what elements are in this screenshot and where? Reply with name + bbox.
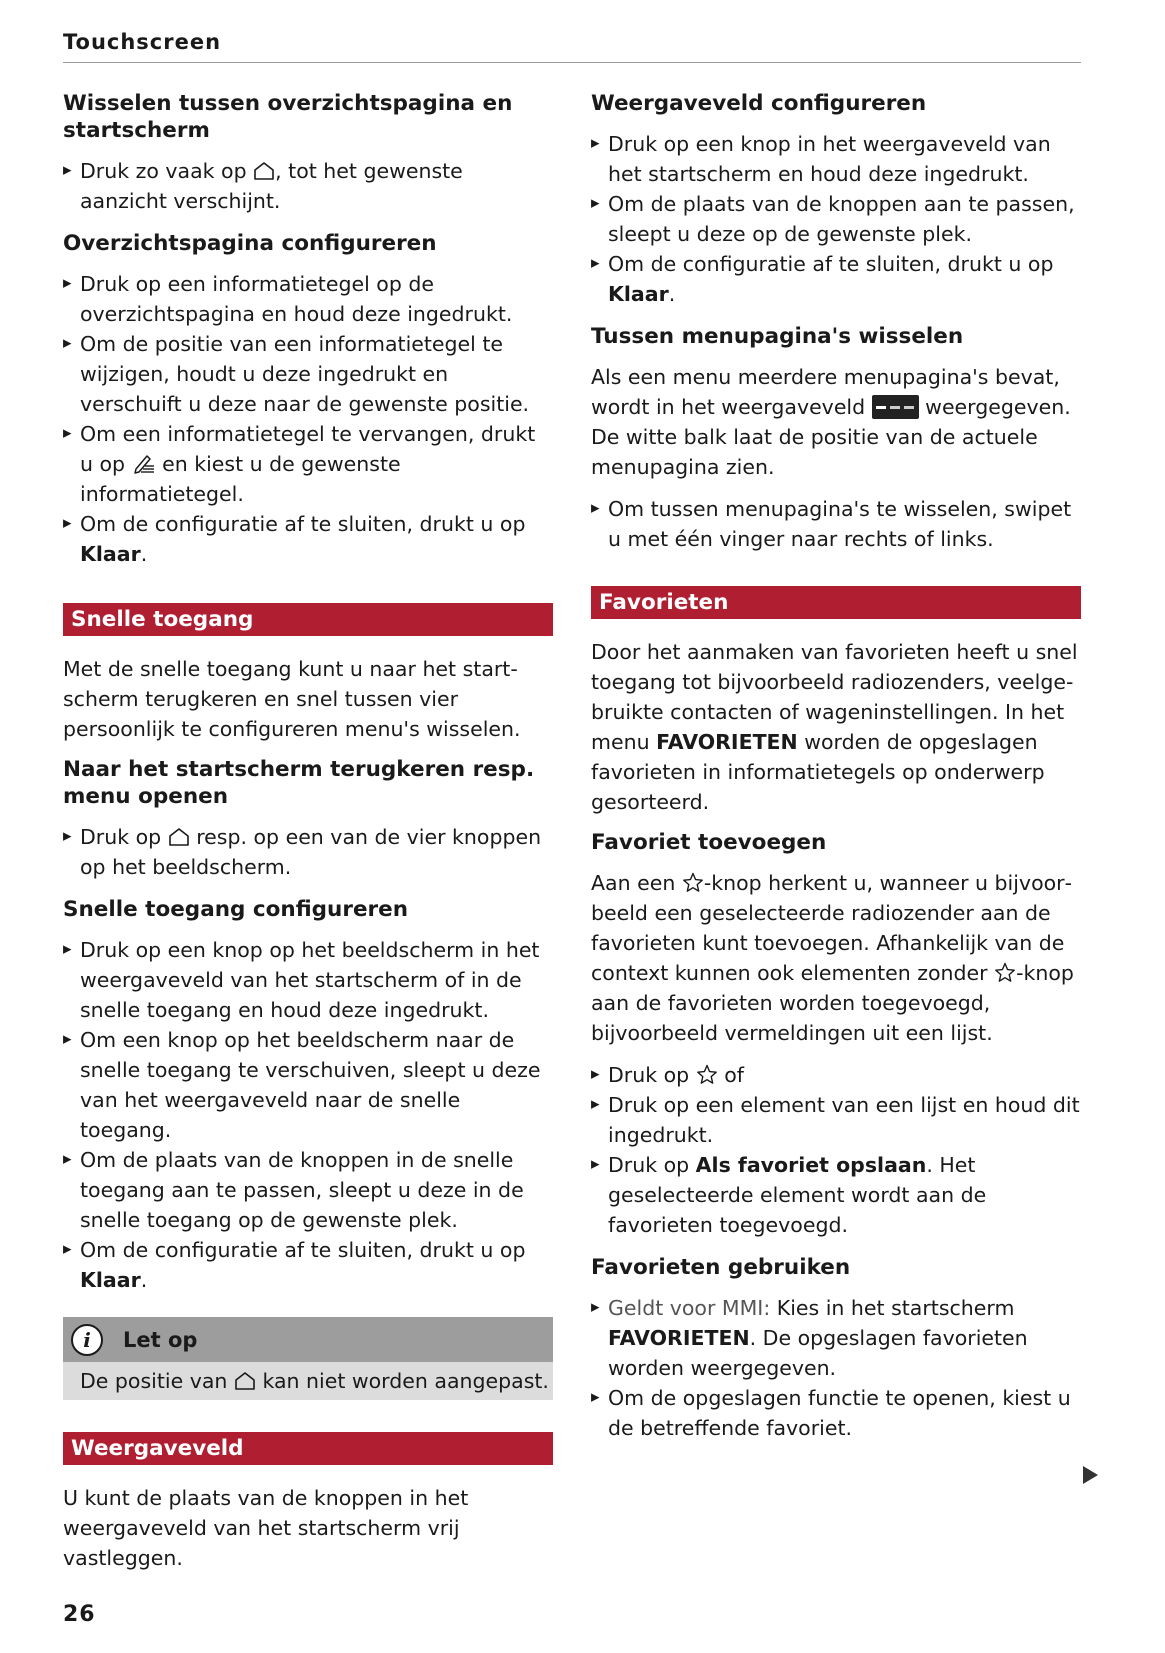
- list-item: ▸ Druk op een knop op het beeldscherm in het weergaveveld van het startscherm of in de snelle toegang en houd deze ingedrukt.: [63, 935, 553, 1025]
- heading-overview-config: Overzichtspagina configureren: [63, 231, 437, 256]
- list-item: ▸ Om tussen menupagina's te wisselen, swipet u met één vinger naar rechts of links.: [591, 494, 1081, 554]
- list-switch-overview: [63, 156, 553, 216]
- section-banner-favorites: Favorieten: [591, 586, 1081, 619]
- section-banner-quick-access: Snelle toegang: [63, 603, 553, 636]
- right-column: [591, 90, 1081, 1457]
- header-rule: [63, 62, 1081, 63]
- heading-return-home: Naar het startscherm terugkeren resp. menu openen: [63, 757, 535, 809]
- star-icon: [696, 1064, 718, 1085]
- list-item: ▸ Druk op resp. op een van de vier knoppen op het beeldscherm.: [63, 822, 553, 882]
- list-use-favorites: [591, 1293, 1081, 1443]
- list-return-home: [63, 822, 553, 882]
- star-icon: [994, 962, 1016, 983]
- list-add-favorite: [591, 1060, 1081, 1240]
- list-item: ▸ Om de positie van een informatietegel te wijzigen, houdt u deze ingedrukt en verschuift u deze naar de gewenste positie.: [63, 329, 553, 419]
- left-column: [63, 90, 553, 1585]
- section-banner-display-field: Weergaveveld: [63, 1432, 553, 1465]
- next-page-arrow-icon: [1083, 1466, 1098, 1484]
- list-item: ▸ Om een knop op het beeldscherm naar de snelle toegang te verschuiven, sleept u deze van het weergaveveld naar de snelle toegang.: [63, 1025, 553, 1145]
- heading-menu-pages: Tussen menupagina's wisselen: [591, 324, 964, 349]
- heading-display-config: Weergaveveld configureren: [591, 91, 927, 116]
- heading-switch-overview: Wisselen tussen overzichtspagina en startscherm: [63, 91, 513, 143]
- home-icon: [234, 1371, 256, 1391]
- paragraph-menu-pages: Als een menu meerdere menupagina's bevat, wordt in het weergaveveld weergegeven. De witte balk laat de positie van de actuele menupagina zien.: [591, 365, 1071, 479]
- paragraph-display-field: U kunt de plaats van de knoppen in het weergaveveld van het startscherm vrij vastleggen.: [63, 1486, 469, 1570]
- star-icon: [682, 872, 704, 893]
- paragraph-favorites: Door het aanmaken van favorieten heeft u snel toegang tot bijvoorbeeld radiozenders, veelgebruikte contacten of wageninstellingen. In het menu FAVORIETEN worden de opgeslagen favorieten in informatietegels op onderwerp gesorteerd.: [591, 640, 1078, 814]
- list-item: ▸ Om de plaats van de knoppen aan te passen, sleept u deze op de gewenste plek.: [591, 189, 1081, 249]
- paragraph-quick-access: Met de snelle toegang kunt u naar het startscherm terugkeren en snel tussen vier persoonlijk te configureren menu's wisselen.: [63, 657, 521, 741]
- note-box: [63, 1317, 553, 1400]
- list-overview-config: [63, 269, 553, 569]
- list-item: ▸ Om de opgeslagen functie te openen, kiest u de betreffende favoriet.: [591, 1383, 1081, 1443]
- list-display-config: [591, 129, 1081, 309]
- note-text: De positie van kan niet worden aangepast.: [63, 1362, 553, 1400]
- running-header: Touchscreen: [63, 30, 222, 54]
- heading-quick-access-config: Snelle toegang configureren: [63, 897, 409, 922]
- list-item: ▸ Om de configuratie af te sluiten, drukt u op Klaar.: [591, 249, 1081, 309]
- note-header: [63, 1317, 553, 1362]
- list-item: ▸ Druk zo vaak op , tot het gewenste aanzicht verschijnt.: [63, 156, 553, 216]
- list-item: ▸ Druk op een element van een lijst en houd dit ingedrukt.: [591, 1090, 1081, 1150]
- pencil-list-icon: [132, 452, 156, 474]
- list-item: ▸ Om de configuratie af te sluiten, drukt u op Klaar.: [63, 1235, 553, 1295]
- menu-page-indicator-icon: [872, 395, 919, 419]
- home-icon: [168, 827, 190, 847]
- list-item: ▸ Druk op of: [591, 1060, 1081, 1090]
- list-menu-pages: [591, 494, 1081, 554]
- list-item: ▸ Druk op Als favoriet opslaan. Het geselecteerde element wordt aan de favorieten toegevoegd.: [591, 1150, 1081, 1240]
- list-quick-access-config: [63, 935, 553, 1295]
- heading-use-favorites: Favorieten gebruiken: [591, 1255, 851, 1280]
- list-item: ▸ Om de plaats van de knoppen in de snelle toegang aan te passen, sleept u deze in de snelle toegang op de gewenste plek.: [63, 1145, 553, 1235]
- list-item: ▸ Geldt voor MMI: Kies in het startscherm FAVORIETEN. De opgeslagen favorieten worden weergegeven.: [591, 1293, 1081, 1383]
- home-icon: [253, 161, 275, 181]
- note-title: Let op: [123, 1327, 198, 1352]
- info-icon: i: [71, 1324, 103, 1356]
- list-item: ▸ Om een informatietegel te vervangen, drukt u op en kiest u de gewenste informatietegel.: [63, 419, 553, 509]
- page-number: 26: [63, 1602, 96, 1627]
- list-item: ▸ Om de configuratie af te sluiten, drukt u op Klaar.: [63, 509, 553, 569]
- heading-add-favorite: Favoriet toevoegen: [591, 830, 827, 855]
- paragraph-add-favorite: Aan een -knop herkent u, wanneer u bijvoorbeeld een geselecteerde radiozender aan de favorieten kunt toevoegen. Afhankelijk van de context kunnen ook elementen zonder -knop aan de favorieten worden toegevoegd, bijvoorbeeld vermeldingen uit een lijst.: [591, 871, 1074, 1045]
- list-item: ▸ Druk op een informatietegel op de overzichtspagina en houd deze ingedrukt.: [63, 269, 553, 329]
- list-item: ▸ Druk op een knop in het weergaveveld van het startscherm en houd deze ingedrukt.: [591, 129, 1081, 189]
